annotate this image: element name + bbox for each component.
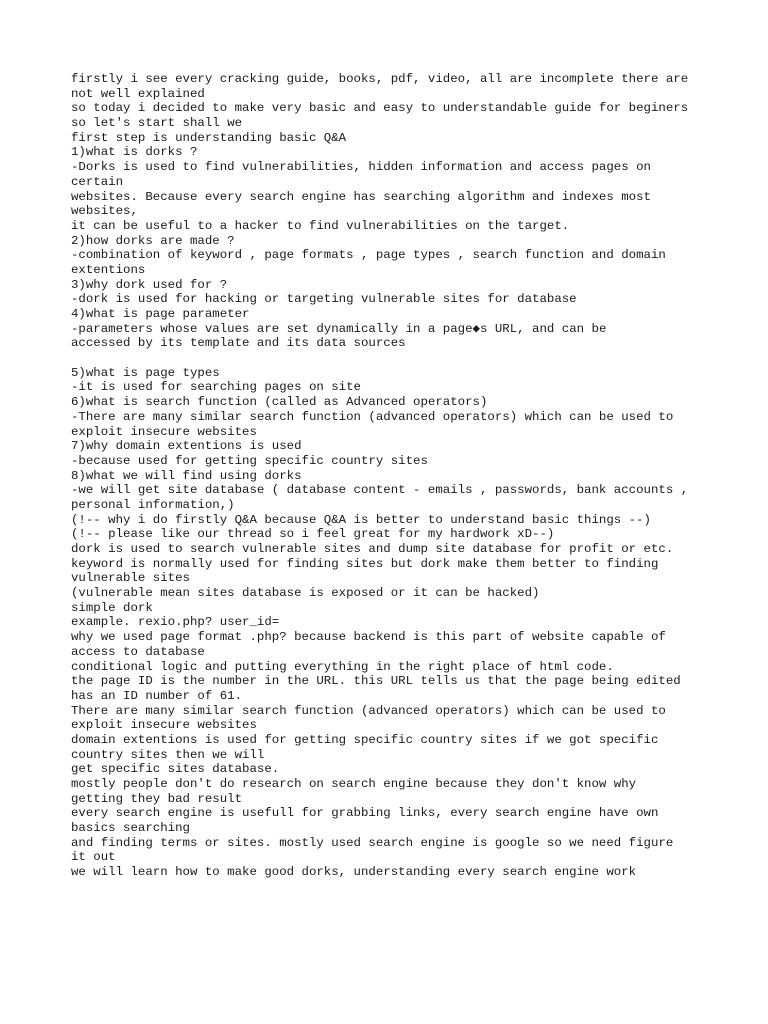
document-line: mostly people don't do research on search engine because they don't know why bbox=[71, 777, 637, 791]
document-line: 1)what is dorks ? bbox=[71, 145, 198, 160]
document-line bbox=[71, 351, 711, 366]
document-line: accessed by its template and its data sources bbox=[71, 336, 406, 351]
document-line: (!-- why i do firstly Q&A because Q&A is better to understand basic things --) bbox=[71, 512, 651, 527]
document-line: There are many similar search function (advanced operators) which can be used to bbox=[71, 703, 666, 718]
document-line: 2)how dorks are made ? bbox=[71, 233, 235, 248]
document-line: dork is used to search vulnerable sites and dump site database for profit or etc. bbox=[71, 542, 674, 556]
document-line: simple dork bbox=[71, 600, 153, 615]
document-line: and finding terms or sites. mostly used search engine is google so we need figure bbox=[71, 835, 674, 850]
document-line: firstly i see every cracking guide, books, pdf, video, all are incomplete there are bbox=[71, 72, 689, 86]
document-body bbox=[71, 72, 711, 880]
document-line: extentions bbox=[71, 262, 146, 277]
document-line: -dork is used for hacking or targeting vulnerable sites for database bbox=[71, 292, 577, 307]
document-line: it can be useful to a hacker to find vulnerabilities on the target. bbox=[71, 218, 570, 233]
document-line: 3)why dork used for ? bbox=[71, 277, 228, 292]
document-line: -parameters whose values are set dynamically in a page◆s URL, and can be bbox=[71, 321, 607, 336]
document-line: country sites then we will bbox=[71, 747, 265, 762]
document-line: it out bbox=[71, 850, 116, 865]
document-line: conditional logic and putting everything in the right place of html code. bbox=[71, 659, 614, 674]
document-line: websites. Because every search engine has searching algorithm and indexes most bbox=[71, 189, 651, 204]
document-line: -combination of keyword , page formats , page types , search function and domain bbox=[71, 248, 666, 263]
document-line: websites, bbox=[71, 204, 138, 219]
document-line: certain bbox=[71, 174, 124, 189]
document-line: 6)what is search function (called as Advanced operators) bbox=[71, 395, 488, 410]
document-line: -There are many similar search function (advanced operators) which can be used to bbox=[71, 409, 674, 424]
document-line: 7)why domain extentions is used bbox=[71, 439, 302, 454]
document-line: 4)what is page parameter bbox=[71, 307, 250, 321]
document-line: -we will get site database ( database content - emails , passwords, bank accounts , bbox=[71, 483, 689, 498]
document-line: exploit insecure websites bbox=[71, 718, 257, 733]
document-line: -it is used for searching pages on site bbox=[71, 380, 361, 395]
document-line: basics searching bbox=[71, 821, 190, 836]
document-line: every search engine is usefull for grabbing links, every search engine have own bbox=[71, 806, 659, 821]
document-line: so let's start shall we bbox=[71, 116, 243, 131]
document-line: getting they bad result bbox=[71, 791, 243, 806]
document-line: why we used page format .php? because backend is this part of website capable of bbox=[71, 630, 666, 645]
document-line: -Dorks is used to find vulnerabilities, hidden information and access pages on bbox=[71, 160, 651, 175]
document-line: access to database bbox=[71, 644, 205, 659]
document-line: we will learn how to make good dorks, understanding every search engine work bbox=[71, 865, 637, 880]
document-line: 8)what we will find using dorks bbox=[71, 468, 302, 483]
document-line: so today i decided to make very basic and easy to understandable guide for beginers bbox=[71, 101, 689, 116]
document-line: not well explained bbox=[71, 86, 205, 101]
document-line: vulnerable sites bbox=[71, 571, 190, 586]
document-line: keyword is normally used for finding sites but dork make them better to finding bbox=[71, 556, 659, 571]
document-line: has an ID number of 61. bbox=[71, 688, 243, 703]
document-line: personal information,) bbox=[71, 497, 235, 512]
document-line: first step is understanding basic Q&A bbox=[71, 130, 347, 145]
document-line: 5)what is page types bbox=[71, 365, 220, 380]
document-line: -because used for getting specific country sites bbox=[71, 453, 428, 468]
document-line: (vulnerable mean sites database is exposed or it can be hacked) bbox=[71, 586, 540, 601]
document-line: domain extentions is used for getting specific country sites if we got specific bbox=[71, 732, 659, 747]
document-line: exploit insecure websites bbox=[71, 424, 257, 439]
document-line: get specific sites database. bbox=[71, 762, 280, 777]
document-line: the page ID is the number in the URL. this URL tells us that the page being edited bbox=[71, 674, 681, 689]
document-line: (!-- please like our thread so i feel great for my hardwork xD--) bbox=[71, 527, 555, 542]
document-line: example. rexio.php? user_id= bbox=[71, 615, 280, 630]
